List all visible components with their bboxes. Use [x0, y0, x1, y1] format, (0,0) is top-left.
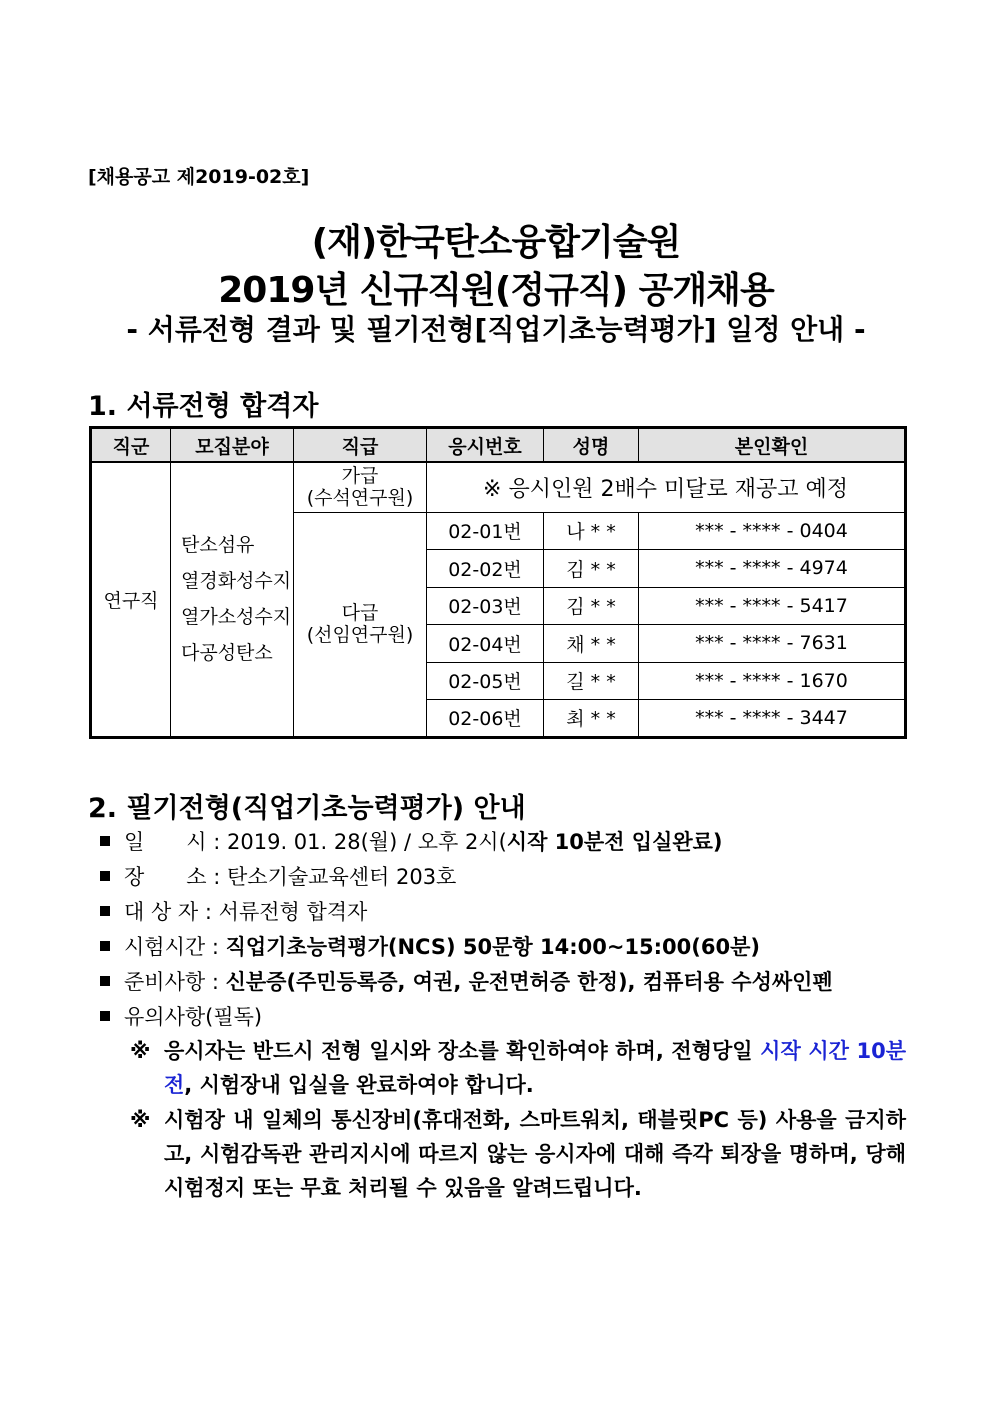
- table-row: [91, 462, 906, 512]
- info-place-value: 탄소기술교육센터 203호: [227, 865, 457, 889]
- field-item: 열가소성수지: [181, 606, 292, 629]
- applicant-no: 02-01번: [427, 512, 544, 550]
- applicant-name: 최 * *: [544, 700, 639, 738]
- note-mark: ※: [130, 1039, 151, 1063]
- square-bullet-icon: [100, 871, 110, 881]
- header-job-group: 직군: [91, 428, 171, 463]
- field-item: 탄소섬유: [181, 534, 255, 557]
- recruit-title: 2019년 신규직원(정규직) 공개채용: [218, 270, 774, 311]
- grade-a-title: (수석연구원): [306, 487, 414, 510]
- applicant-no: 02-02번: [427, 550, 544, 588]
- applicant-no: 02-03번: [427, 587, 544, 625]
- info-date-label: 일 시 :: [124, 830, 221, 854]
- info-target-value: 서류전형 합격자: [218, 900, 368, 924]
- header-name: 성명: [544, 428, 639, 463]
- info-prep-label: 준비사항 :: [124, 970, 219, 994]
- applicant-id: *** - **** - 5417: [639, 587, 906, 625]
- sub-title: - 서류전형 결과 및 필기전형[직업기초능력평가] 일정 안내 -: [126, 313, 866, 346]
- note1-highlight: 시작 시간 10분전: [164, 1039, 906, 1097]
- note2-text: 시험장 내 일체의 통신장비(휴대전화, 스마트워치, 태블릿PC 등) 사용을 금지하고, 시험감독관 관리지시에 따르지 않는 응시자에 대해 즉각 퇴장을 명하며, 당해 시험정지 또는 무효 처리될 수 있음을 알려드립니다.: [164, 1108, 906, 1200]
- field-item: 다공성탄소: [181, 642, 273, 665]
- job-group-cell: 연구직: [91, 462, 171, 737]
- section2-heading: 2. 필기전형(직업기초능력평가) 안내: [88, 793, 526, 824]
- info-date-value: 2019. 01. 28(월) / 오후 2시(: [227, 830, 507, 854]
- info-date-bold: 시작 10분전 입실완료): [506, 830, 723, 854]
- field-cell: [171, 462, 294, 737]
- header-identity: 본인확인: [639, 428, 906, 463]
- square-bullet-icon: [100, 836, 110, 846]
- info-prep: [100, 966, 833, 996]
- info-time-label: 시험시간 :: [124, 935, 219, 959]
- applicant-name: 김 * *: [544, 587, 639, 625]
- section1-heading: 1. 서류전형 합격자: [88, 391, 319, 422]
- info-prep-value: 신분증(주민등록증, 여권, 운전면허증 한정), 컴퓨터용 수성싸인펜: [225, 970, 833, 994]
- grade-a-cell: [294, 462, 427, 512]
- info-target-label: 대 상 자 :: [124, 900, 212, 924]
- grade-d-name: 다급: [341, 602, 379, 624]
- applicant-name: 김 * *: [544, 550, 639, 588]
- header-field: 모집분야: [171, 428, 294, 463]
- applicant-id: *** - **** - 4974: [639, 550, 906, 588]
- grade-d-cell: [294, 512, 427, 737]
- info-caution: [100, 1001, 262, 1031]
- applicant-id: *** - **** - 0404: [639, 512, 906, 550]
- info-place: [100, 861, 456, 891]
- applicant-id: *** - **** - 7631: [639, 625, 906, 663]
- notice-number: [채용공고 제2019-02호]: [88, 166, 310, 188]
- info-place-label: 장 소 :: [124, 865, 221, 889]
- header-applicant-no: 응시번호: [427, 428, 544, 463]
- info-target: [100, 896, 367, 926]
- applicant-no: 02-06번: [427, 700, 544, 738]
- square-bullet-icon: [100, 941, 110, 951]
- grade-a-name: 가급: [341, 465, 379, 488]
- caution-note-2: [130, 1103, 906, 1205]
- org-title: (재)한국탄소융합기술원: [311, 222, 681, 263]
- applicant-name: 채 * *: [544, 625, 639, 663]
- square-bullet-icon: [100, 906, 110, 916]
- info-time: [100, 931, 760, 961]
- applicant-name: 길 * *: [544, 662, 639, 700]
- grade-d-title: (선임연구원): [306, 624, 414, 646]
- applicant-no: 02-04번: [427, 625, 544, 663]
- re-announcement-notice: ※ 응시인원 2배수 미달로 재공고 예정: [427, 462, 906, 512]
- table-header-row: [91, 428, 906, 463]
- applicant-id: *** - **** - 3447: [639, 700, 906, 738]
- note1-text-b: , 시험장내 입실을 완료하여야 합니다.: [184, 1073, 534, 1097]
- note1-text-a: 응시자는 반드시 전형 일시와 장소를 확인하여야 하며, 전형당일: [164, 1039, 761, 1063]
- applicant-no: 02-05번: [427, 662, 544, 700]
- info-time-value: 직업기초능력평가(NCS) 50문항 14:00~15:00(60분): [225, 935, 760, 959]
- square-bullet-icon: [100, 1011, 110, 1021]
- caution-note-1: [130, 1034, 906, 1102]
- applicant-name: 나 * *: [544, 512, 639, 550]
- info-date: [100, 826, 723, 856]
- result-table: [89, 426, 907, 739]
- applicant-id: *** - **** - 1670: [639, 662, 906, 700]
- info-caution-label: 유의사항(필독): [124, 1005, 263, 1029]
- field-item: 열경화성수지: [181, 570, 292, 593]
- header-grade: 직급: [294, 428, 427, 463]
- note-mark: ※: [130, 1108, 151, 1132]
- square-bullet-icon: [100, 976, 110, 986]
